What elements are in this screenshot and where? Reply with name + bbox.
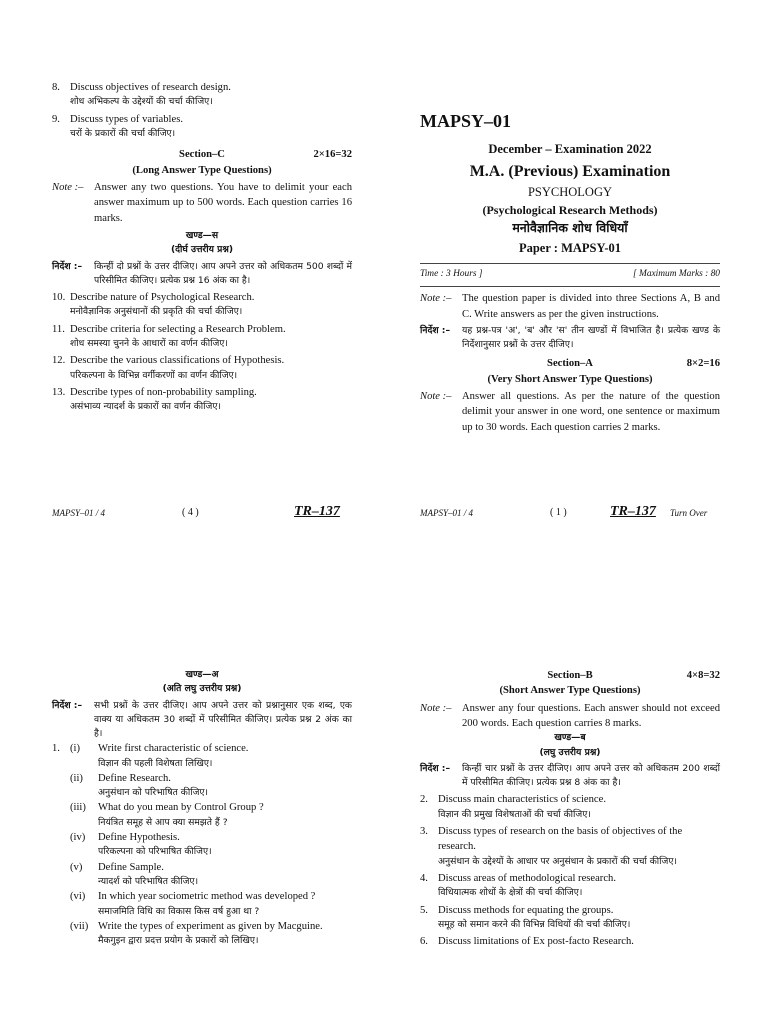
footer-page-number: ( 1 ) [550, 507, 567, 518]
khand-b-title: खण्ड—ब [554, 732, 586, 744]
max-marks: [ Maximum Marks : 80 [633, 269, 720, 280]
nirdesh-general: निर्देश :– यह प्रश्न-पत्र 'अ', 'ब' और 'स' तीन खण्डों में विभाजित है। प्रत्येक खण्ड के निर्देशानुसार प्रश्नों के उत्तर दीजिए। [420, 324, 720, 351]
question-12: 12. Describe the various classifications of Hypothesis. परिकल्पना के विभिन्न वर्गीकरणों का वर्णन कीजिए। [52, 355, 285, 381]
page-1 [420, 108, 720, 435]
paper-code: MAPSY–01 [420, 111, 511, 131]
question-1-vii: (vii) Write the types of experiment as given by Macguine. मैकगुइन द्वारा प्रदत्त प्रयोग के प्रकारों को लिखिए। [70, 920, 323, 947]
section-c-subtitle: (Long Answer Type Questions) [132, 164, 272, 176]
khand-a-title: खण्ड—अ [185, 669, 219, 680]
page-2 [52, 668, 352, 949]
question-13: 13. Describe types of non-probability sampling. असंभाव्य न्यादर्श के प्रकारों का वर्णन कीजिए। [52, 386, 257, 413]
section-c-heading: Section–C 2×16=32 [179, 149, 352, 161]
nirdesh-section-b: निर्देश :– किन्हीं चार प्रश्नों के उत्तर दीजिए। आप अपने उत्तर को अधिकतम 200 शब्दों में परिसीमित कीजिए। प्रत्येक प्रश्न 8 अंक का है। [420, 762, 720, 789]
question-2: 2. Discuss main characteristics of science. विज्ञान की प्रमुख विशेषताओं की चर्चा कीजिए। [420, 794, 606, 820]
paper-name: (Psychological Research Methods) [482, 202, 658, 217]
footer-code: MAPSY–01 / 4 [420, 508, 473, 518]
footer-turn-over: Turn Over [670, 508, 708, 518]
khand-b-subtitle: (लघु उत्तरीय प्रश्न) [539, 746, 601, 758]
question-8: 8. Discuss objectives of research design. शोध अभिकल्प के उद्देश्यों की चर्चा कीजिए। [52, 82, 231, 108]
question-1-ii: (ii) Define Research. अनुसंधान को परिभाषित कीजिए। [70, 772, 208, 799]
nirdesh-section-c: निर्देश :– किन्हीं दो प्रश्नों के उत्तर दीजिए। आप अपने उत्तर को अधिकतम 500 शब्दों में परिसीमित कीजिए। प्रत्येक प्रश्न 16 अंक का है। [52, 260, 352, 286]
page-4-footer [52, 504, 352, 519]
footer-code: MAPSY–01 / 4 [52, 508, 105, 518]
question-1-vi: (vi) In which year sociometric method was developed ? समाजमिति विधि का विकास किस वर्ष हुआ था ? [70, 891, 316, 917]
note-section-b: Note :– Answer any four questions. Each answer should not exceed 200 words. Each question carries 8 marks. [420, 702, 720, 730]
footer-page-number: ( 4 ) [182, 507, 199, 518]
section-a-subtitle: (Very Short Answer Type Questions) [487, 373, 653, 385]
time-marks-line [420, 268, 720, 282]
question-1-i: 1. (i) Write first characteristic of science. विज्ञान की पहली विशेषता लिखिए। [52, 743, 249, 769]
note-general: Note :– The question paper is divided into three Sections A, B and C. Write answers as per the given instructions. [420, 293, 720, 320]
question-1-v: (v) Define Sample. न्यादर्श को परिभाषित कीजिए। [70, 861, 199, 888]
page-3 [420, 668, 720, 950]
footer-tr-code: TR–137 [294, 504, 340, 519]
question-10: 10. Describe nature of Psychological Research. मनोवैज्ञानिक अनुसंधानों की प्रकृति की चर्चा कीजिए। [52, 292, 255, 318]
exam-title: M.A. (Previous) Examination [469, 163, 671, 181]
paper-code-line: Paper : MAPSY-01 [518, 241, 622, 256]
subject: PSYCHOLOGY [527, 185, 613, 200]
note-section-c: Note :– Answer any two questions. You have to delimit your each answer maximum up to 500 words. Each question carries 16 marks. [52, 181, 352, 224]
khand-s-title: खण्ड—स [185, 230, 219, 242]
exam-line: December – Examination 2022 [488, 142, 652, 157]
nirdesh-section-a: निर्देश :– सभी प्रश्नों के उत्तर दीजिए। आप अपने उत्तर को प्रश्नानुसार एक शब्द, एक वाक्य या अधिकतम 30 शब्दों में परिसीमित कीजिए। प्रत्येक प्रश्न 2 अंक का है। [52, 699, 352, 739]
time-label: Time : 3 Hours ] [420, 269, 483, 280]
question-9: 9. Discuss types of variables. चरों के प्रकारों की चर्चा कीजिए। [52, 113, 183, 139]
question-6: 6. Discuss limitations of Ex post-facto Research. [420, 936, 634, 948]
page-4 [52, 78, 352, 414]
section-b-heading: Section–B 4×8=32 [547, 670, 720, 681]
khand-s-subtitle: (दीर्घ उत्तरीय प्रश्न) [170, 244, 234, 256]
paper-name-hindi: मनोवैज्ञानिक शोध विधियाँ [512, 219, 628, 235]
question-5: 5. Discuss methods for equating the groups. समूह को समान करने की विभिन्न विधियों की चर्चा कीजिए। [420, 904, 631, 930]
section-b-subtitle: (Short Answer Type Questions) [499, 685, 641, 697]
question-1-iv: (iv) Define Hypothesis. परिकल्पना को परिभाषित कीजिए। [70, 832, 212, 858]
question-3: 3. Discuss types of research on the basis of objectives of the research. अनुसंधान के उद्देश्यों के आधार पर अनुसंधान के प्रकारों की चर्चा कीजिए। [420, 826, 683, 867]
note-section-a: Note :– Answer all questions. As per the nature of the question delimit your answer in one word, one sentence or maximum up to 30 words. Each question carries 2 marks. [420, 391, 720, 433]
question-4: 4. Discuss areas of methodological research. विधियात्मक शोधों के क्षेत्रों की चर्चा कीजिए। [420, 873, 616, 899]
khand-a-subtitle: (अति लघु उत्तरीय प्रश्न) [162, 683, 242, 695]
footer-tr-code: TR–137 [610, 504, 656, 519]
page-1-footer [420, 504, 720, 519]
section-a-heading: Section–A 8×2=16 [547, 358, 720, 370]
question-1-iii: (iii) What do you mean by Control Group ? नियंत्रित समूह से आप क्या समझते हैं ? [70, 802, 264, 828]
question-11: 11. Describe criteria for selecting a Research Problem. शोध समस्या चुनने के आधारों का वर्णन कीजिए। [52, 323, 286, 349]
